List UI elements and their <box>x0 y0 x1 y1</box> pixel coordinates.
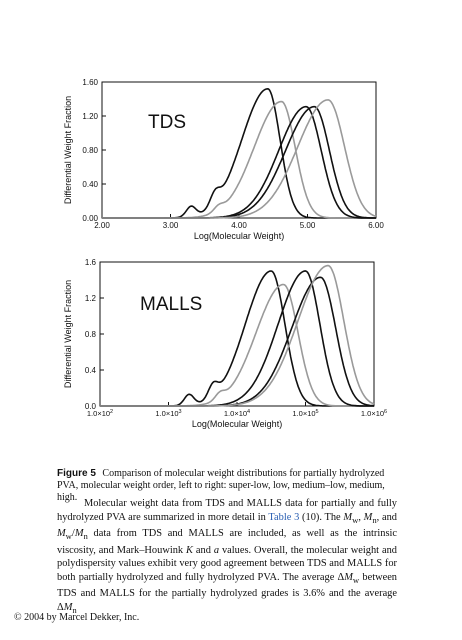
x-tick-label <box>224 409 250 418</box>
x-tick-mantissa: 1.0×10 <box>155 409 179 418</box>
x-tick-label: 6.00 <box>368 221 384 230</box>
x-tick-label: 4.00 <box>231 221 247 230</box>
tds-chart <box>0 70 462 245</box>
malls-chart <box>0 250 462 465</box>
x-tick-exponent: 2 <box>110 409 114 415</box>
para-text-1: Molecular weight data from TDS and MALLS data for partially and fully hydrolyzed PVA are summarized in more detail in <box>57 498 397 523</box>
copyright-footer: © 2004 by Marcel Dekker, Inc. <box>14 612 140 623</box>
ratio-mw-sub: w <box>65 531 72 542</box>
y-tick-label: 0.0 <box>84 402 96 411</box>
symbol-mw: M <box>343 511 353 523</box>
symbol-delta-mw-sub: w <box>352 574 360 585</box>
figure-label: Figure 5 <box>57 468 96 479</box>
symbol-a: a <box>213 544 220 556</box>
x-tick-label <box>361 409 387 418</box>
symbol-k: K <box>186 544 193 556</box>
figure-caption-text: Comparison of molecular weight distributions for partially hydrolyzed PVA, molecular weight order, left to right: super-low, low, medium–low, medium, high. <box>57 468 385 503</box>
distribution-curve-3 <box>100 271 374 406</box>
x-tick-label <box>292 409 318 418</box>
chart-title: TDS <box>148 112 186 133</box>
para-text-5: between TDS and MALLS for the partially hydrolyzed grades is 3.6% and the average Δ <box>57 571 397 613</box>
symbol-delta-mn-sub: n <box>72 604 77 615</box>
x-tick-exponent: 3 <box>178 409 182 415</box>
y-tick-label: 1.60 <box>82 78 98 87</box>
symbol-mn: M <box>363 511 373 523</box>
para-and-2: and <box>192 544 214 556</box>
x-tick-mantissa: 1.0×10 <box>292 409 316 418</box>
y-tick-label: 0.40 <box>82 180 98 189</box>
x-tick-exponent: 4 <box>247 409 251 415</box>
symbol-delta-mn: M <box>63 601 73 613</box>
x-tick-label: 2.00 <box>94 221 110 230</box>
para-text-2: (10). The <box>299 511 344 523</box>
y-tick-label: 0.00 <box>82 214 98 223</box>
table-3-link[interactable]: Table 3 <box>268 511 300 523</box>
y-tick-label: 1.2 <box>84 294 96 303</box>
para-and: , and <box>376 511 397 523</box>
x-axis-label: Log(Molecular Weight) <box>193 231 285 241</box>
x-tick-label: 3.00 <box>162 221 179 230</box>
ratio-slash: / <box>71 528 75 540</box>
body-paragraph <box>57 497 397 617</box>
chart-title: MALLS <box>140 294 203 315</box>
y-tick-label: 0.80 <box>82 146 98 155</box>
symbol-delta-mw: M <box>344 571 353 583</box>
ratio-mn: M <box>74 528 84 540</box>
y-tick-label: 0.8 <box>84 330 96 339</box>
x-tick-exponent: 6 <box>384 409 388 415</box>
x-tick-label <box>155 409 181 418</box>
para-comma: , <box>358 511 364 523</box>
distribution-curve-3 <box>102 107 376 218</box>
y-axis-label: Differential Weight Fraction <box>63 279 73 389</box>
x-tick-label: 5.00 <box>299 221 316 230</box>
x-tick-mantissa: 1.0×10 <box>360 409 385 418</box>
y-tick-label: 1.6 <box>84 258 96 267</box>
ratio-mn-sub: n <box>83 531 88 542</box>
x-tick-mantissa: 1.0×10 <box>223 409 248 418</box>
x-axis-label: Log(Molecular Weight) <box>191 419 283 429</box>
y-tick-label: 1.20 <box>82 112 98 121</box>
x-tick-exponent: 5 <box>315 409 319 415</box>
symbol-mw-sub: w <box>352 514 359 525</box>
ratio-mw: M <box>57 528 66 540</box>
y-tick-label: 0.4 <box>84 366 96 375</box>
para-text-4: values. Overall, the molecular weight and polydispersity values exhibit very good agreement between TDS and MALLS for both partially hydrolyzed and fully hydrolyzed PVA. The average Δ <box>57 544 397 583</box>
symbol-mn-sub: n <box>372 514 377 525</box>
x-tick-label <box>87 409 113 418</box>
y-axis-label: Differential Weight Fraction <box>63 95 73 205</box>
x-tick-mantissa: 1.0×10 <box>86 409 111 418</box>
para-text-3: data from TDS and MALLS are included, as well as the intrinsic viscosity, and Mark–Houwink <box>57 528 397 556</box>
